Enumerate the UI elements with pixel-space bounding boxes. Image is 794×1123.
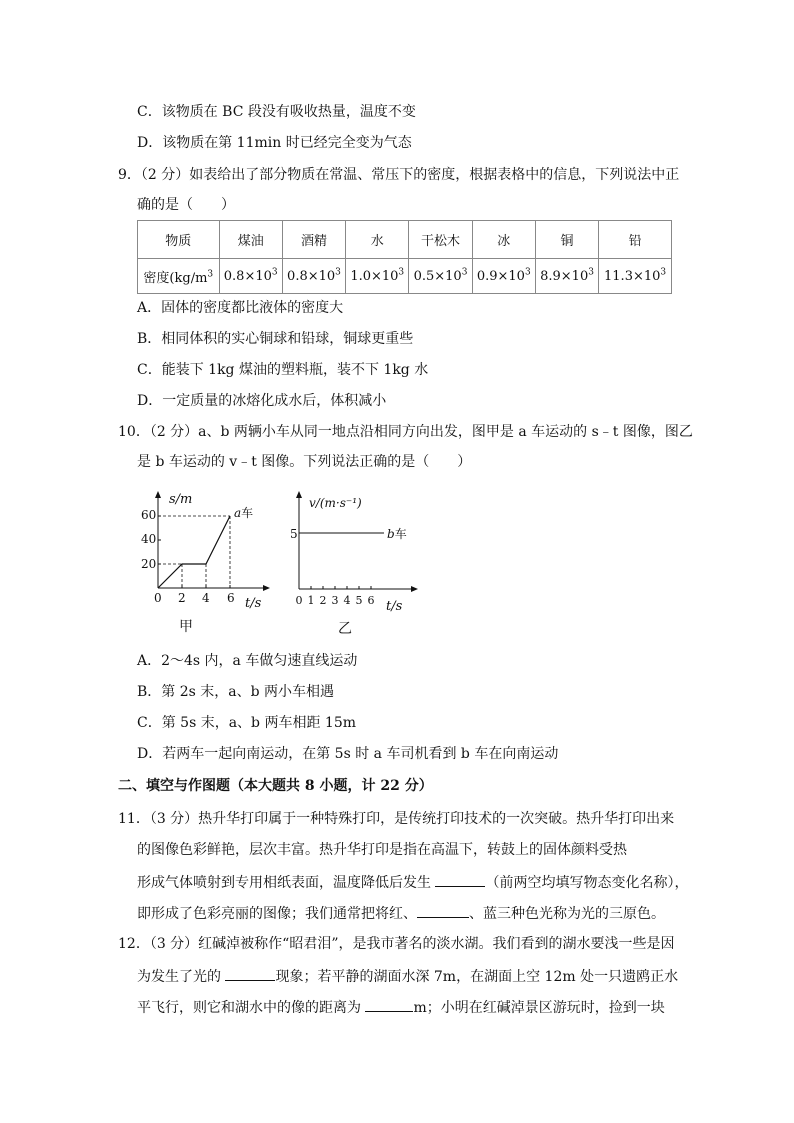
table-cell [472, 259, 535, 294]
graph-jia-xtick-4: 4 [202, 591, 210, 605]
graph-yi-ylabel: v/(m·s⁻¹) [309, 496, 362, 510]
graph-jia-xtick-2: 2 [178, 591, 186, 605]
graph-jia-line-label [234, 506, 253, 520]
q10-option-b: B．第 2s 末，a、b 两小车相遇 [137, 684, 335, 700]
table-header-cell: 干松木 [409, 221, 472, 259]
density-table-header-row [138, 221, 672, 259]
value-mantissa: 0.8×10 [223, 268, 272, 284]
value-exponent: 3 [660, 267, 667, 278]
graph-jia-ylabel: s/m [169, 492, 193, 507]
graph-jia-xtick-6: 6 [227, 591, 235, 605]
graph-jia-tick-60: 60 [141, 508, 157, 522]
graph-jia-x-arrow [263, 585, 270, 591]
q11-line1: 11．（3 分）热升华打印属于一种特殊打印，是传统打印技术的一次突破。热升华打印出来 [118, 811, 675, 827]
table-header-cell: 酒精 [282, 221, 345, 259]
q11-blank-1[interactable] [435, 872, 485, 887]
q11-line4-end: 、蓝三种色光称为光的三原色。 [469, 906, 665, 922]
q12-line3-end: m；小明在红碱淖景区游玩时，捡到一块 [413, 1000, 665, 1016]
q10-option-d: D．若两车一起向南运动，在第 5s 时 a 车司机看到 b 车在向南运动 [137, 746, 559, 762]
graph-yi-xtick-label: 5 [355, 594, 363, 607]
value-exponent: 3 [461, 267, 468, 278]
table-cell [282, 259, 345, 294]
table-header-cell: 煤油 [219, 221, 282, 259]
row-label-text: 密度(kg/m [143, 270, 208, 286]
graph-jia-y-arrow [155, 491, 161, 498]
graph-jia-tick-40: 40 [141, 532, 157, 546]
graph-yi-xtick-label: 1 [307, 594, 315, 607]
value-mantissa: 11.3×10 [604, 268, 661, 284]
table-header-cell: 冰 [472, 221, 535, 259]
section-2-title: 二、填空与作图题（本大题共 8 小题，计 22 分） [118, 778, 433, 794]
q12-line3 [137, 997, 665, 1018]
graph-yi-xtick-label: 0 [295, 594, 303, 607]
q8-option-c: C．该物质在 BC 段没有吸收热量，温度不变 [137, 104, 416, 120]
q10-stem-line2: 是 b 车运动的 v﹣t 图像。下列说法正确的是（ ） [137, 454, 472, 470]
graph-yi-xtick-label: 2 [319, 594, 327, 607]
value-exponent: 3 [271, 267, 278, 278]
q11-line3 [137, 872, 688, 893]
table-header-cell: 铜 [535, 221, 598, 259]
q9-option-a: A．固体的密度都比液体的密度大 [137, 300, 344, 316]
q9-stem-line2: 确的是（ ） [137, 197, 235, 213]
q12-line2-start: 为发生了光的 [137, 969, 226, 985]
graph-yi-line-label [387, 527, 407, 541]
q11-line2: 的图像色彩鲜艳，层次丰富。热升华打印是指在高温下，转鼓上的固体颜料受热 [137, 842, 627, 858]
table-cell [409, 259, 472, 294]
graph-yi-line-var: b [387, 527, 395, 541]
graph-jia-st [138, 488, 278, 640]
graph-yi-vt [286, 488, 426, 640]
value-mantissa: 0.9×10 [476, 268, 525, 284]
value-exponent: 3 [335, 267, 341, 278]
table-row-label [138, 259, 220, 294]
graph-jia-xlabel: t/s [245, 596, 262, 611]
q11-line3-start: 形成气体喷射到专用相纸表面，温度降低后发生 [137, 875, 436, 891]
value-mantissa: 0.8×10 [287, 268, 336, 284]
graph-yi-x-arrow [411, 586, 418, 592]
graph-jia-series-line [158, 516, 230, 588]
graph-yi-xtick-label: 3 [331, 594, 339, 607]
q12-line2-end: 现象；若平静的湖面水深 7m，在湖面上空 12m 处一只遗鸥正水 [275, 969, 679, 985]
q9-option-d: D．一定质量的冰熔化成水后，体积减小 [137, 393, 387, 409]
q11-line4-start: 即形成了色彩亮丽的图像；我们通常把将红、 [137, 906, 417, 922]
value-exponent: 3 [398, 267, 405, 278]
graph-jia-line-var: a [234, 506, 242, 520]
table-header-cell: 物质 [138, 221, 220, 259]
graph-yi-xtick-label: 6 [367, 594, 375, 607]
graph-yi-xlabel: t/s [386, 599, 403, 614]
graph-jia-caption: 甲 [179, 619, 193, 635]
value-exponent: 3 [588, 267, 594, 278]
graph-jia-tick-20: 20 [141, 557, 157, 571]
q9-option-b: B．相同体积的实心铜球和铅球，铜球更重些 [137, 331, 414, 347]
q10-option-c: C．第 5s 末，a、b 两车相距 15m [137, 715, 357, 731]
q11-blank-2[interactable] [417, 903, 469, 918]
table-cell [346, 259, 409, 294]
graph-jia-xtick-0: 0 [154, 591, 162, 605]
graph-yi-ytick-5: 5 [290, 527, 298, 541]
table-header-cell: 水 [346, 221, 409, 259]
q12-line3-start: 平飞行，则它和湖水中的像的距离为 [137, 1000, 366, 1016]
q9-stem-line1: 9．（2 分）如表给出了部分物质在常温、常压下的密度，根据表格中的信息，下列说法中正 [118, 167, 680, 183]
graph-yi-line-text: 车 [394, 527, 407, 541]
density-table [137, 220, 672, 294]
value-exponent: 3 [524, 267, 531, 278]
row-label-exponent: 3 [207, 269, 214, 280]
table-cell [219, 259, 282, 294]
q12-blank-1[interactable] [225, 966, 275, 981]
q11-line4 [137, 903, 665, 924]
q8-option-d: D．该物质在第 11min 时已经完全变为气态 [137, 135, 412, 151]
graph-yi-xtick-label: 4 [343, 594, 351, 607]
graph-yi-y-arrow [296, 491, 302, 498]
graph-yi-caption: 乙 [338, 621, 352, 637]
table-cell [535, 259, 598, 294]
q12-blank-2[interactable] [365, 997, 413, 1012]
q9-option-c: C．能装下 1kg 煤油的塑料瓶，装不下 1kg 水 [137, 362, 429, 378]
density-table-value-row [138, 259, 672, 294]
graph-jia-line-text: 车 [241, 506, 254, 520]
q12-line1: 12．（3 分）红碱淖被称作“昭君泪”，是我市著名的淡水湖。我们看到的湖水要浅一些是因 [118, 936, 675, 952]
q12-line2 [137, 966, 678, 987]
value-mantissa: 8.9×10 [540, 268, 589, 284]
value-mantissa: 1.0×10 [350, 268, 399, 284]
q11-line3-end: （前两空均填写物态变化名称）， [485, 875, 689, 891]
table-header-cell: 铅 [599, 221, 672, 259]
table-cell [599, 259, 672, 294]
q10-stem-line1: 10．（2 分）a、b 两辆小车从同一地点沿相同方向出发，图甲是 a 车运动的 s﹣t 图像，图乙 [118, 424, 693, 440]
value-mantissa: 0.5×10 [413, 268, 462, 284]
q10-option-a: A．2～4s 内，a 车做匀速直线运动 [137, 653, 358, 669]
